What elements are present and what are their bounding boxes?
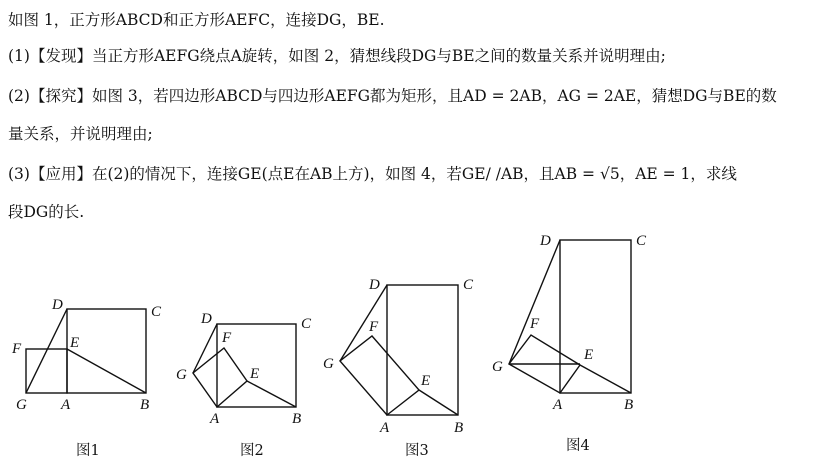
fig2-label-b: B: [292, 411, 302, 427]
figure-1: [26, 309, 146, 393]
fig1-caption: 图1: [76, 443, 100, 459]
fig1-square-abcd: [67, 309, 146, 393]
problem-part3-line2: 段DG的长.: [8, 203, 85, 221]
fig1-label-e: E: [70, 335, 80, 351]
figure-2-labels: [176, 311, 312, 459]
fig2-label-d: D: [201, 311, 212, 327]
problem-part2-line1: (2)【探究】如图 3，若四边形ABCD与四边形AEFG都为矩形，且AD = 2AB，AG = 2AE，猜想DG与BE的数: [8, 87, 777, 105]
fig4-label-c: C: [636, 233, 647, 249]
fig3-label-f: F: [369, 319, 379, 335]
geometry-figures: [0, 225, 827, 467]
fig2-label-f: F: [222, 330, 232, 346]
problem-intro: 如图 1，正方形ABCD和正方形AEFC，连接DG，BE.: [8, 11, 385, 29]
fig1-label-g: G: [16, 397, 27, 413]
figure-4: [509, 240, 631, 393]
fig4-label-b: B: [624, 397, 634, 413]
problem-part3-line1: (3)【应用】在(2)的情况下，连接GE(点E在AB上方)，如图 4，若GE/ /AB，且AB = √5，AE = 1，求线: [8, 165, 737, 183]
problem-part1: (1)【发现】当正方形AEFG绕点A旋转，如图 2，猜想线段DG与BE之间的数量关系并说明理由;: [8, 47, 666, 65]
fig1-square-aefg: [26, 349, 67, 393]
fig1-label-c: C: [151, 304, 162, 320]
figure-2: [193, 324, 296, 407]
problem-part2-line2: 量关系，并说明理由;: [8, 125, 153, 143]
fig3-label-d: D: [369, 277, 380, 293]
fig3-segment-be: [419, 390, 458, 415]
fig2-label-g: G: [176, 367, 187, 383]
fig4-label-a: A: [553, 397, 563, 413]
figure-3: [340, 285, 458, 415]
fig3-label-a: A: [380, 420, 390, 436]
fig1-label-f: F: [12, 341, 22, 357]
fig4-label-g: G: [492, 359, 503, 375]
fig4-label-e: E: [584, 347, 594, 363]
fig4-segment-be: [580, 365, 631, 393]
fig2-segment-be: [247, 381, 296, 407]
fig2-label-c: C: [301, 316, 312, 332]
fig3-caption: 图3: [405, 443, 429, 459]
fig2-label-e: E: [250, 366, 260, 382]
fig1-label-d: D: [52, 297, 63, 313]
fig4-label-d: D: [540, 233, 551, 249]
fig4-caption: 图4: [566, 438, 590, 454]
fig4-rect-abcd: [560, 240, 631, 393]
fig3-label-g: G: [323, 356, 334, 372]
fig1-label-b: B: [140, 397, 150, 413]
fig4-label-f: F: [530, 316, 540, 332]
fig1-label-a: A: [61, 397, 71, 413]
fig3-label-c: C: [463, 277, 474, 293]
fig3-label-e: E: [421, 373, 431, 389]
fig3-rect-abcd: [387, 285, 458, 415]
fig2-caption: 图2: [240, 443, 264, 459]
fig2-segment-dg: [193, 324, 217, 373]
fig1-segment-be: [67, 349, 146, 393]
figure-4-labels: [492, 233, 647, 454]
fig2-label-a: A: [210, 411, 220, 427]
fig3-rect-aefg: [340, 336, 419, 415]
fig3-label-b: B: [454, 420, 464, 436]
figures-area: [0, 225, 827, 467]
fig3-segment-dg: [340, 285, 387, 361]
fig4-segment-dg: [509, 240, 560, 364]
fig1-segment-dg: [26, 309, 67, 393]
